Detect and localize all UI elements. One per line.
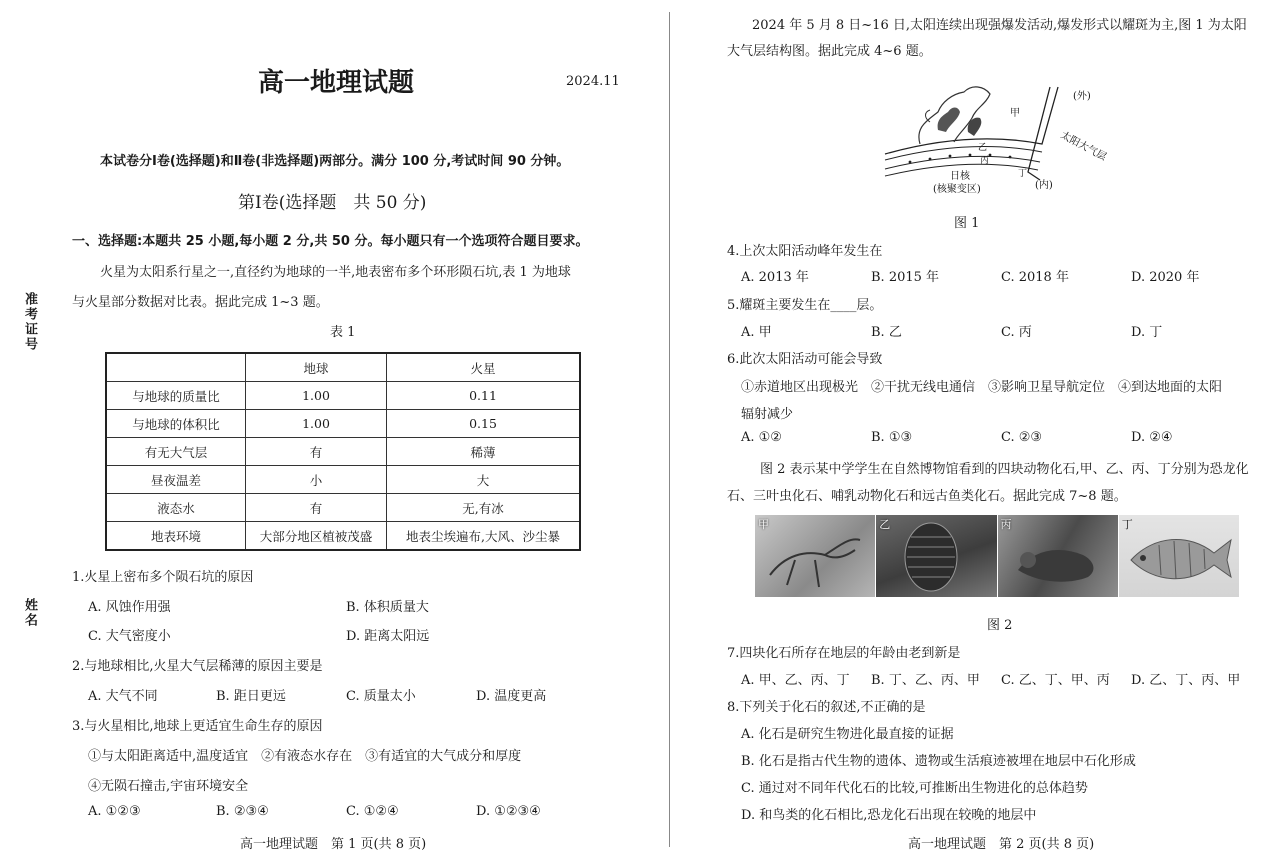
- q3-option-c[interactable]: C. ①②④: [346, 804, 399, 819]
- solar-intro-line2: 大气层结构图。据此完成 4~6 题。: [727, 44, 932, 59]
- q3-option-a[interactable]: A. ①②③: [88, 804, 141, 819]
- exam-number-label: 准考证号: [22, 292, 37, 352]
- layer-label-bing: 丙: [980, 156, 990, 166]
- table-header-cell: 火星: [387, 353, 581, 382]
- q4-option-b[interactable]: B. 2015 年: [871, 270, 940, 285]
- q2-option-d[interactable]: D. 温度更高: [476, 689, 547, 704]
- q3-option-d[interactable]: D. ①②③④: [476, 804, 541, 819]
- mars-intro-line1: 火星为太阳系行星之一,直径约为地球的一半,地表密布多个环形陨石坑,表 1 为地球: [100, 265, 571, 280]
- q4-option-c[interactable]: C. 2018 年: [1001, 270, 1069, 285]
- question-8: 8.下列关于化石的叙述,不正确的是: [727, 700, 926, 715]
- q2-option-b[interactable]: B. 距日更远: [216, 689, 286, 704]
- layer-label-ding: 丁: [1018, 169, 1028, 179]
- q7-option-d[interactable]: D. 乙、丁、丙、甲: [1131, 673, 1241, 688]
- table-cell: 有: [246, 494, 387, 522]
- q7-option-c[interactable]: C. 乙、丁、甲、丙: [1001, 673, 1110, 688]
- dinosaur-fossil-image: [755, 515, 876, 597]
- table-row: [106, 494, 580, 522]
- table-cell: 稀薄: [387, 438, 581, 466]
- q5-option-c[interactable]: C. 丙: [1001, 325, 1032, 340]
- page-divider: [669, 12, 670, 847]
- page-title: 高一地理试题: [258, 68, 415, 98]
- question-3: 3.与火星相比,地球上更适宜生命生存的原因: [72, 719, 323, 734]
- table-cell: 有无大气层: [106, 438, 246, 466]
- q2-option-a[interactable]: A. 大气不同: [88, 689, 158, 704]
- table-caption: 表 1: [330, 325, 356, 340]
- mars-intro-line2: 与火星部分数据对比表。据此完成 1~3 题。: [72, 295, 329, 310]
- table-row: [106, 438, 580, 466]
- table-header-cell: [106, 353, 246, 382]
- atmosphere-label: 太阳大气层: [1058, 129, 1108, 164]
- q4-option-a[interactable]: A. 2013 年: [741, 270, 809, 285]
- table-cell: 与地球的体积比: [106, 410, 246, 438]
- q5-option-d[interactable]: D. 丁: [1131, 325, 1163, 340]
- figure1-caption: 图 1: [954, 216, 980, 231]
- question-7: 7.四块化石所存在地层的年龄由老到新是: [727, 646, 961, 661]
- inner-label: (内): [1035, 180, 1053, 191]
- q1-option-d[interactable]: D. 距离太阳远: [346, 629, 430, 644]
- trilobite-fossil-image: [876, 515, 997, 597]
- q3-statements-line2: ④无陨石撞击,宇宙环境安全: [88, 779, 249, 794]
- q6-option-b[interactable]: B. ①③: [871, 430, 913, 445]
- q6-option-c[interactable]: C. ②③: [1001, 430, 1043, 445]
- q5-option-b[interactable]: B. 乙: [871, 325, 902, 340]
- q3-option-b[interactable]: B. ②③④: [216, 804, 269, 819]
- table-cell: 0.11: [387, 382, 581, 410]
- question-2: 2.与地球相比,火星大气层稀薄的原因主要是: [72, 659, 323, 674]
- table-row: [106, 410, 580, 438]
- table-cell: 无,有冰: [387, 494, 581, 522]
- question-5: 5.耀斑主要发生在____层。: [727, 298, 883, 313]
- section-heading: 一、选择题:本题共 25 小题,每小题 2 分,共 50 分。每小题只有一个选项符合题目要求。: [72, 234, 589, 249]
- table-cell: 昼夜温差: [106, 466, 246, 494]
- core-sub-label: (核聚变区): [933, 184, 981, 195]
- q1-option-c[interactable]: C. 大气密度小: [88, 629, 171, 644]
- table-cell: 地表环境: [106, 522, 246, 551]
- table-row: [106, 522, 580, 551]
- q8-option-c[interactable]: C. 通过对不同年代化石的比较,可推断出生物进化的总体趋势: [741, 781, 1088, 796]
- q1-option-a[interactable]: A. 风蚀作用强: [88, 600, 171, 615]
- q8-option-a[interactable]: A. 化石是研究生物进化最直接的证据: [741, 727, 954, 742]
- q2-option-c[interactable]: C. 质量太小: [346, 689, 416, 704]
- q6-statements-line2: 辐射减少: [741, 407, 794, 422]
- table-cell: 1.00: [246, 410, 387, 438]
- mammal-fossil-image: [998, 515, 1119, 597]
- name-label: 姓名: [22, 598, 37, 628]
- q3-statements-line1: ①与太阳距离适中,温度适宜 ②有液态水存在 ③有适宜的大气成分和厚度: [88, 749, 522, 764]
- earth-mars-table: [105, 352, 581, 551]
- exam-date: 2024.11: [566, 74, 620, 89]
- q7-option-b[interactable]: B. 丁、乙、丙、甲: [871, 673, 980, 688]
- question-4: 4.上次太阳活动峰年发生在: [727, 244, 883, 259]
- table-cell: 1.00: [246, 382, 387, 410]
- table-cell: 大: [387, 466, 581, 494]
- fossil-intro-line2: 石、三叶虫化石、哺乳动物化石和远古鱼类化石。据此完成 7~8 题。: [727, 489, 1127, 504]
- figure2-caption: 图 2: [987, 618, 1013, 633]
- fossil-label-yi: 乙: [879, 518, 891, 531]
- question-6: 6.此次太阳活动可能会导致: [727, 352, 883, 367]
- page-footer-right: 高一地理试题 第 2 页(共 8 页): [908, 837, 1095, 852]
- ancient-fish-fossil-image: [1119, 515, 1240, 597]
- q8-option-d[interactable]: D. 和鸟类的化石相比,恐龙化石出现在较晚的地层中: [741, 808, 1037, 823]
- q5-option-a[interactable]: A. 甲: [741, 325, 772, 340]
- q1-option-b[interactable]: B. 体积质量大: [346, 600, 429, 615]
- table-cell: 大部分地区植被茂盛: [246, 522, 387, 551]
- q7-option-a[interactable]: A. 甲、乙、丙、丁: [741, 673, 850, 688]
- q6-statements-line1: ①赤道地区出现极光 ②干扰无线电通信 ③影响卫星导航定位 ④到达地面的太阳: [741, 380, 1223, 395]
- fossil-label-bing: 丙: [1000, 518, 1012, 531]
- table-row: [106, 382, 580, 410]
- layer-label-jia: 甲: [1010, 108, 1020, 119]
- page-footer-left: 高一地理试题 第 1 页(共 8 页): [240, 837, 427, 852]
- table-cell: 地表尘埃遍布,大风、沙尘暴: [387, 522, 581, 551]
- outer-label: (外): [1073, 91, 1091, 102]
- table-cell: 0.15: [387, 410, 581, 438]
- solar-intro-line1: 2024 年 5 月 8 日~16 日,太阳连续出现强爆发活动,爆发形式以耀斑为主,图 1 为太阳: [752, 18, 1247, 33]
- part-title: 第Ⅰ卷(选择题 共 50 分): [238, 193, 427, 213]
- table-row: [106, 466, 580, 494]
- core-label: 日核: [950, 171, 970, 182]
- table-cell: 液态水: [106, 494, 246, 522]
- fossil-intro-line1: 图 2 表示某中学学生在自然博物馆看到的四块动物化石,甲、乙、丙、丁分别为恐龙化: [760, 462, 1249, 477]
- exam-intro: 本试卷分Ⅰ卷(选择题)和Ⅱ卷(非选择题)两部分。满分 100 分,考试时间 90 分钟。: [100, 154, 570, 169]
- solar-atmosphere-diagram: [880, 72, 1130, 202]
- q6-option-a[interactable]: A. ①②: [741, 430, 782, 445]
- fossil-label-jia: 甲: [758, 518, 769, 531]
- q6-option-d[interactable]: D. ②④: [1131, 430, 1173, 445]
- q4-option-d[interactable]: D. 2020 年: [1131, 270, 1200, 285]
- table-cell: 小: [246, 466, 387, 494]
- table-header-row: [106, 353, 580, 382]
- question-1: 1.火星上密布多个陨石坑的原因: [72, 570, 254, 585]
- layer-label-yi: 乙: [978, 143, 988, 153]
- fossil-photo-strip: [755, 515, 1240, 597]
- table-cell: 与地球的质量比: [106, 382, 246, 410]
- q8-option-b[interactable]: B. 化石是指古代生物的遗体、遗物或生活痕迹被埋在地层中石化形成: [741, 754, 1136, 769]
- table-header-cell: 地球: [246, 353, 387, 382]
- fossil-label-ding: 丁: [1121, 518, 1133, 531]
- table-cell: 有: [246, 438, 387, 466]
